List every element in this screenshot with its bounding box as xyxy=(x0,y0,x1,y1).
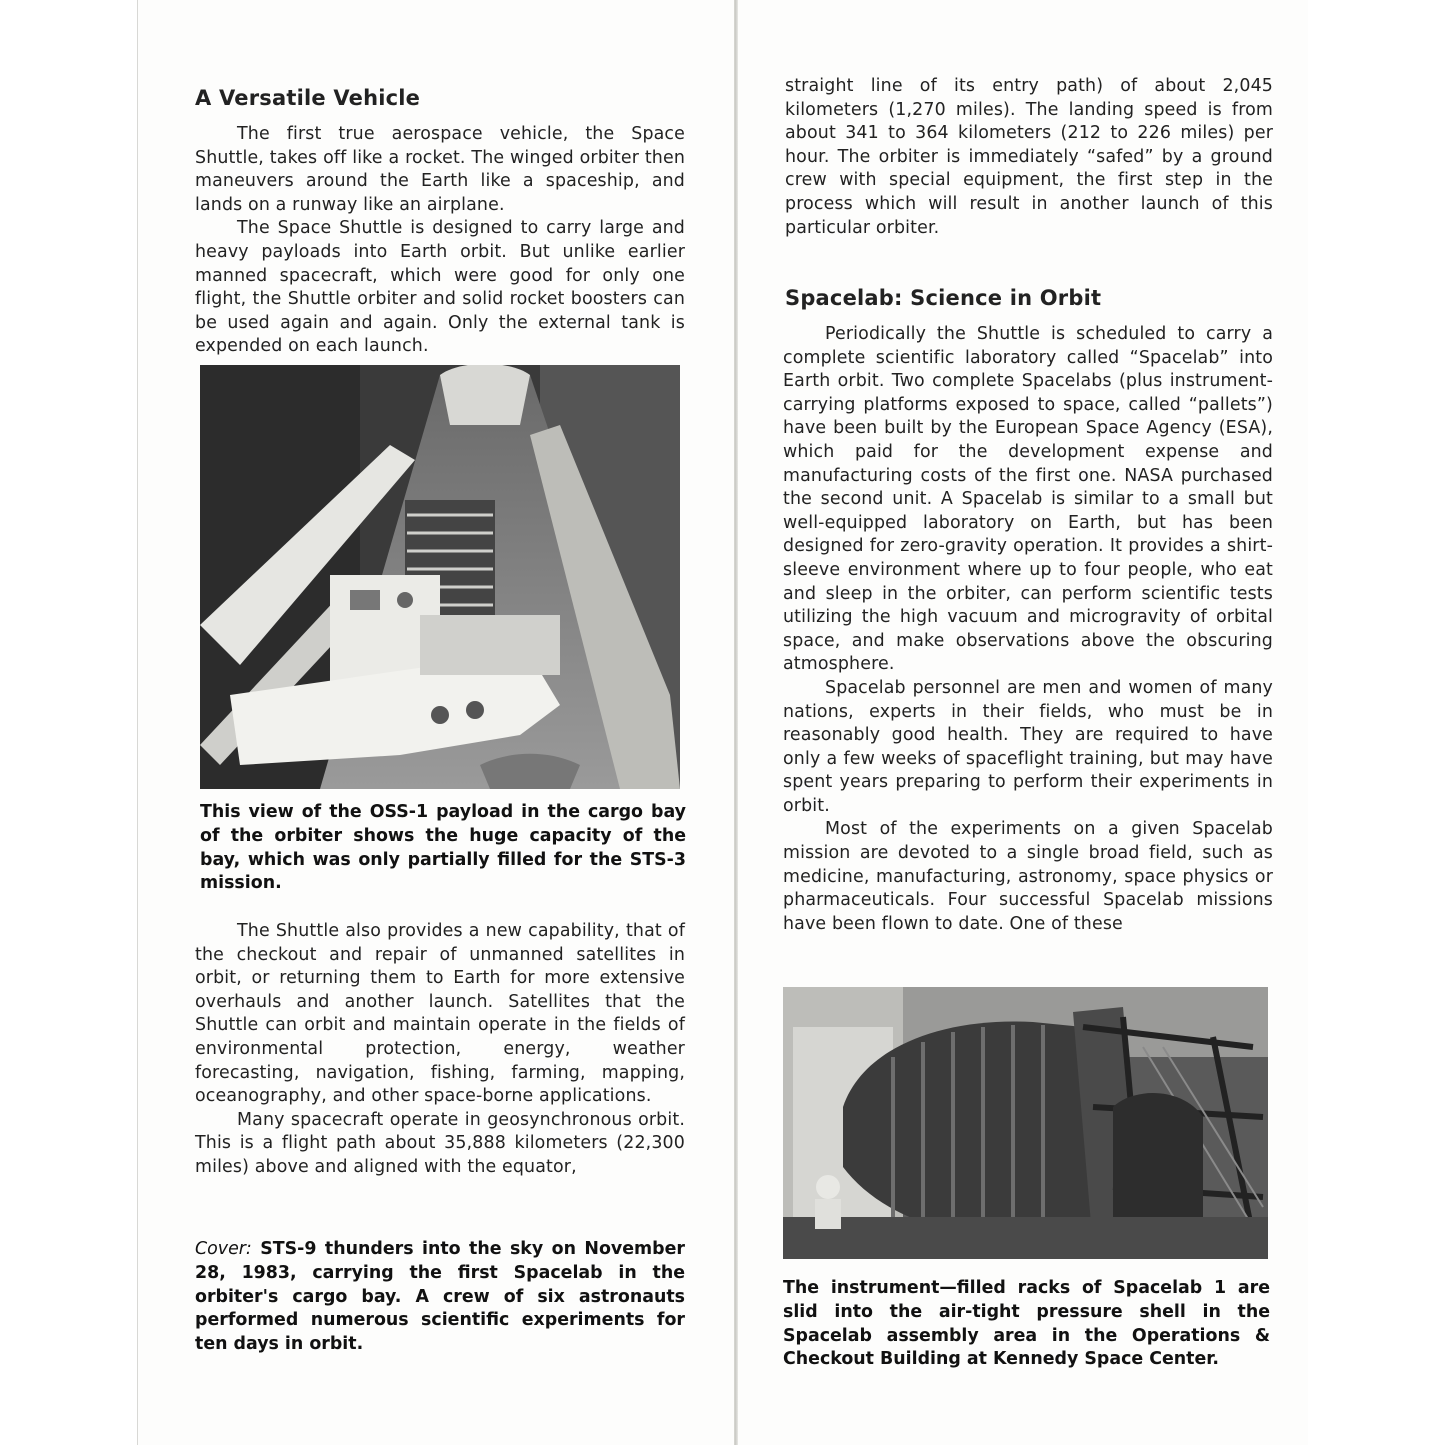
cargo-bay-photo xyxy=(200,365,680,789)
spacelab-text-block xyxy=(783,323,1273,936)
intro-text-block xyxy=(195,123,685,359)
spacelab-photo-caption: The instrument—filled racks of Spacelab 1 are slid into the air-tight pressure shell in the Spacelab assembly area in the Operations & Checkout Building at Kennedy Space Center. xyxy=(783,1278,1270,1370)
cover-label: Cover: xyxy=(195,1239,252,1259)
paragraph: Many spacecraft operate in geosynchronous orbit. This is a flight path about 35,888 kilometers (22,300 miles) above and aligned with the equator, xyxy=(195,1109,685,1177)
paragraph: Periodically the Shuttle is scheduled to carry a complete scientific laboratory called “Spacelab” into Earth orbit. Two complete Spacelabs (plus instrument-carrying platforms exposed to space, called “pallets”) have been built by the European Space Agency (ESA), which paid for the development expense and manufacturing costs of the first one. NASA purchased the second unit. A Spacelab is similar to a small but well-equipped laboratory on Earth, but has been designed for zero-gravity operation. It provides a shirt-sleeve environment where up to four people, who eat and sleep in the orbiter, can perform scientific tests utilizing the high vacuum and microgravity of orbital space, and make observations above the obscuring atmosphere. xyxy=(783,324,1273,675)
paragraph: straight line of its entry path) of about 2,045 kilometers (1,270 miles). The landing speed is from about 341 to 364 kilometers (212 to 226 miles) per hour. The orbiter is immediately “safed” by a ground crew with special equipment, the first step in the process which will result in another launch of this particular orbiter. xyxy=(785,76,1273,238)
left-page xyxy=(137,0,734,1445)
cargo-bay-photo-caption: This view of the OSS-1 payload in the cargo bay of the orbiter shows the huge capacity of the bay, which was only partially filled for the STS-3 mission. xyxy=(200,802,686,894)
paragraph: The Space Shuttle is designed to carry large and heavy payloads into Earth orbit. But unlike earlier manned spacecraft, which were good for only one flight, the Shuttle orbiter and solid rocket boosters can be used again and again. Only the external tank is expended on each launch. xyxy=(195,218,685,357)
spacelab-assembly-photo xyxy=(783,987,1268,1259)
continued-text-block xyxy=(785,75,1273,240)
cover-caption xyxy=(195,1238,685,1357)
paragraph: Spacelab personnel are men and women of many nations, experts in their fields, who must be in reasonably good health. They are required to have only a few weeks of spaceflight training, but may have spent years preparing to perform their experiments in orbit. xyxy=(783,677,1273,816)
right-page xyxy=(738,0,1308,1445)
satellite-text-block xyxy=(195,920,685,1180)
paragraph: The first true aerospace vehicle, the Space Shuttle, takes off like a rocket. The winged orbiter then maneuvers around the Earth like a spaceship, and lands on a runway like an airplane. xyxy=(195,124,685,215)
section-heading-spacelab: Spacelab: Science in Orbit xyxy=(785,286,1102,310)
section-heading-versatile-vehicle: A Versatile Vehicle xyxy=(195,86,421,110)
paragraph: The Shuttle also provides a new capability, that of the checkout and repair of unmanned satellites in orbit, or returning them to Earth for more extensive overhauls and another launch. Satellites that the Shuttle can orbit and maintain operate in the fields of environmental protection, energy, weather forecasting, navigation, fishing, farming, mapping, oceanography, and other space-borne applications. xyxy=(195,921,685,1107)
paragraph: Most of the experiments on a given Spacelab mission are devoted to a single broad field, such as medicine, manufacturing, astronomy, space physics or pharmaceuticals. Four successful Spacelab missions have been flown to date. One of these xyxy=(783,819,1273,934)
cover-caption-text: STS-9 thunders into the sky on November 28, 1983, carrying the first Spacelab in the orbiter's cargo bay. A crew of six astronauts performed numerous scientific experiments for ten days in orbit. xyxy=(195,1239,685,1355)
